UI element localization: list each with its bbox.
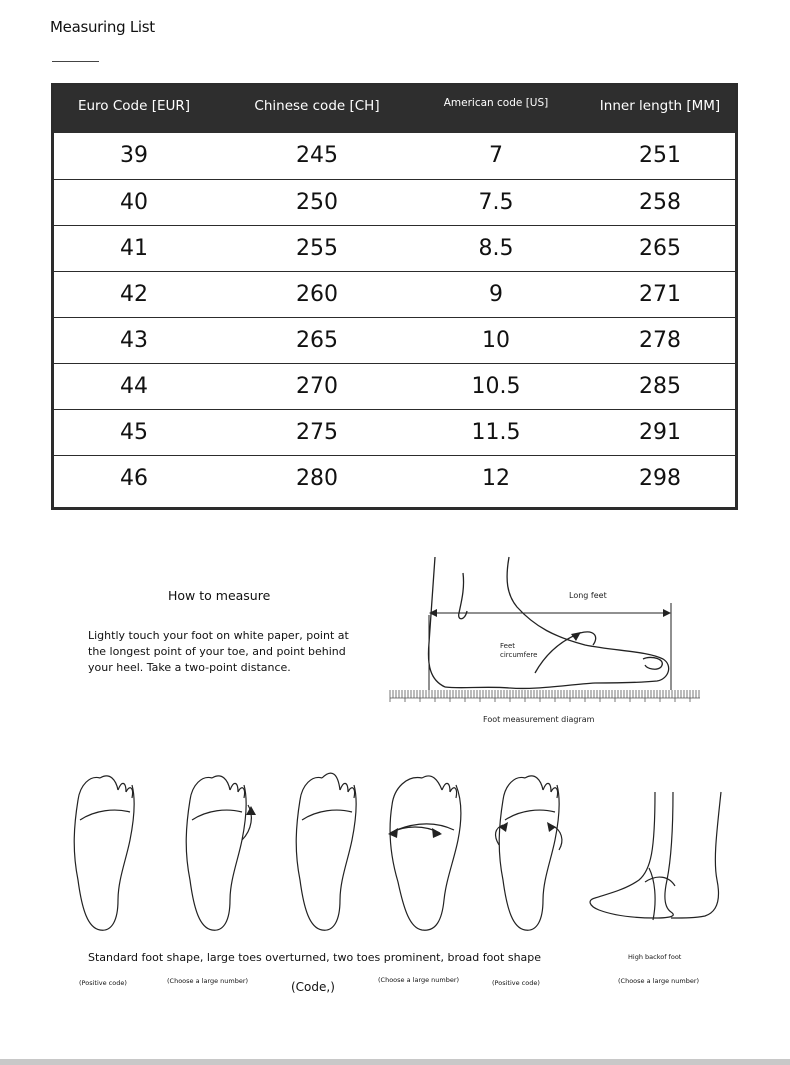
up-arrow-icon (246, 806, 256, 815)
table-cell: 43 (120, 328, 148, 353)
table-cell: 280 (296, 466, 338, 491)
broad-foot-shape (390, 776, 461, 930)
shape-label-1: (Positive code) (79, 979, 127, 987)
table-cell: 265 (296, 328, 338, 353)
foot-measurement-diagram (385, 555, 705, 735)
table-cell: 12 (482, 466, 510, 491)
bottom-divider (0, 1059, 790, 1065)
shape-label-2: (Choose a large number) (167, 977, 249, 985)
arrow-right-icon (663, 609, 671, 617)
table-cell: 11.5 (471, 420, 521, 445)
feet-circumference-label-2: circumfere (500, 651, 538, 659)
right-arrow-icon (547, 822, 556, 832)
table-cell: 10 (482, 328, 510, 353)
two-toes-prominent-shape (296, 773, 356, 930)
table-cell: 9 (489, 282, 503, 307)
leg-outline-back (428, 557, 445, 687)
table-cell: 42 (120, 282, 148, 307)
table-header (54, 86, 735, 133)
table-row (54, 271, 735, 317)
table-cell: 298 (639, 466, 681, 491)
foot-outline (445, 557, 669, 688)
table-cell: 41 (120, 236, 148, 261)
how-to-text: Lightly touch your foot on white paper, point at the longest point of your toe, and point behind your heel. Take a two-point distance. (88, 629, 349, 674)
table-cell: 271 (639, 282, 681, 307)
table-cell: 8.5 (478, 236, 514, 261)
column-header-eur: Euro Code [EUR] (77, 98, 191, 114)
how-to-title: How to measure (168, 588, 271, 603)
size-table (51, 83, 738, 510)
table-row (54, 409, 735, 455)
leg-outline-mid (459, 573, 467, 619)
page-title: Measuring List (50, 18, 155, 36)
table-cell: 39 (120, 143, 148, 168)
diagram-caption: Foot measurement diagram (483, 715, 595, 724)
table-row (54, 317, 735, 363)
broad-foot-arrows-shape (496, 776, 562, 930)
shape-label-3: (Code,) (291, 980, 335, 994)
high-back-label: (Choose a large number) (618, 977, 700, 985)
standard-foot-shape (74, 776, 134, 930)
column-header-ch: Chinese code [CH] (254, 98, 380, 114)
table-row (54, 133, 735, 179)
feet-circumference-label-1: Feet (500, 642, 516, 650)
table-cell: 45 (120, 420, 148, 445)
high-back-of-foot-illustration (590, 792, 721, 920)
table-cell: 245 (296, 143, 338, 168)
table-cell: 251 (639, 143, 681, 168)
arrow-left-icon (429, 609, 437, 617)
table-cell: 44 (120, 374, 148, 399)
table-cell: 255 (296, 236, 338, 261)
table-cell: 250 (296, 190, 338, 215)
large-toes-overturned-shape (186, 776, 251, 930)
table-cell: 291 (639, 420, 681, 445)
title-underline (52, 61, 99, 62)
table-cell: 285 (639, 374, 681, 399)
table-cell: 265 (639, 236, 681, 261)
foot-shapes-caption: Standard foot shape, large toes overturned, two toes prominent, broad foot shape (88, 951, 542, 964)
high-back-caption: High backof foot (628, 953, 682, 961)
table-row (54, 179, 735, 225)
table-row (54, 225, 735, 271)
column-header-mm: Inner length [MM] (599, 98, 721, 114)
table-cell: 7.5 (478, 190, 514, 215)
table-row (54, 363, 735, 409)
shape-label-4: (Choose a large number) (378, 976, 460, 984)
table-cell: 10.5 (471, 374, 521, 399)
shape-label-5: (Positive code) (492, 979, 540, 987)
long-feet-label: Long feet (569, 591, 607, 600)
table-cell: 270 (296, 374, 338, 399)
table-cell: 7 (489, 143, 503, 168)
toe-outline (643, 657, 662, 669)
table-cell: 258 (639, 190, 681, 215)
table-cell: 278 (639, 328, 681, 353)
column-header-us: American code [US] (443, 97, 549, 109)
table-row (54, 455, 735, 501)
circumference-arc (535, 632, 596, 673)
table-cell: 260 (296, 282, 338, 307)
table-cell: 46 (120, 466, 148, 491)
table-cell: 275 (296, 420, 338, 445)
table-cell: 40 (120, 190, 148, 215)
foot-shapes-illustration (60, 770, 760, 940)
